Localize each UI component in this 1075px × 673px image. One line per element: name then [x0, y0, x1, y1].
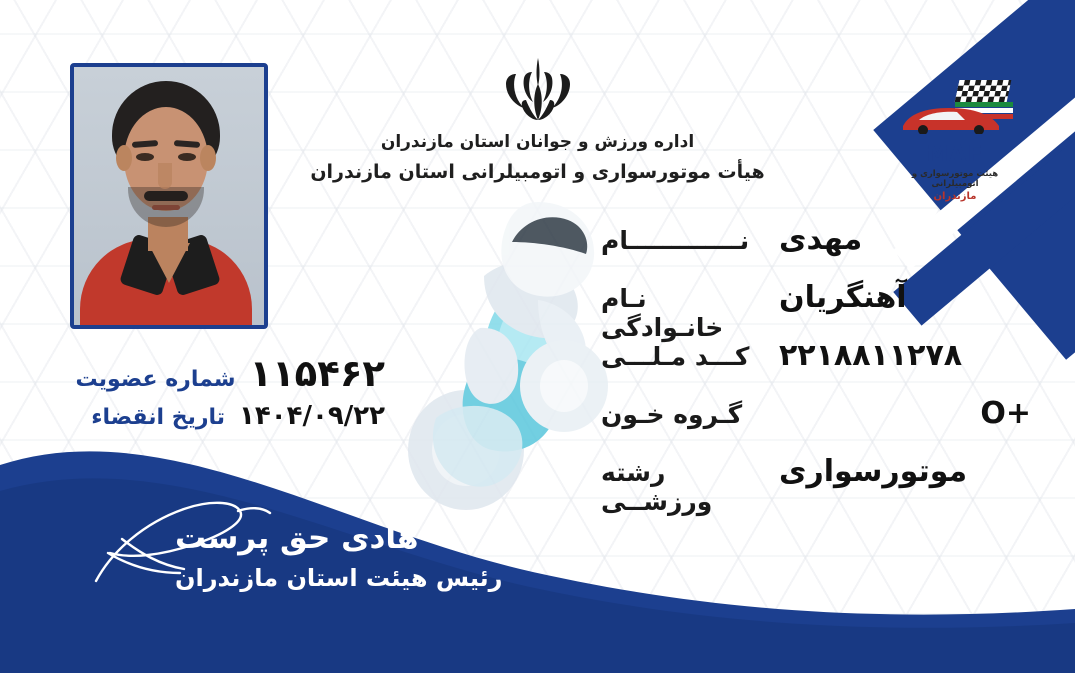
expiry-value: ۱۴۰۴/۰۹/۲۲	[239, 401, 385, 431]
value-national-id: ۲۲۱۸۸۱۱۲۷۸	[779, 338, 963, 373]
value-blood-type: O+	[980, 396, 1031, 431]
value-sport-field: موتورسواری	[779, 454, 968, 489]
org-line-1: اداره ورزش و جوانان استان مازندران	[380, 132, 695, 152]
info-row-blood-type	[601, 396, 1031, 440]
label-blood-type: گـروه خـون	[601, 400, 743, 429]
maf-logo	[891, 78, 1019, 210]
label-national-id: کـــد مـلـــی	[601, 342, 750, 371]
member-info-list	[601, 222, 1031, 516]
info-row-national-id	[601, 338, 1031, 382]
value-last-name: آهنگریان	[779, 280, 907, 315]
value-first-name: مهدی	[779, 222, 863, 257]
membership-number-value: ۱۱۵۴۶۲	[249, 352, 385, 395]
signatory-title: رئیس هیئت استان مازندران	[175, 564, 503, 592]
membership-number-label: شماره عضویت	[75, 367, 236, 392]
handwritten-signature	[88, 495, 298, 605]
info-row-first-name	[601, 222, 1031, 266]
info-row-sport-field	[601, 454, 1031, 516]
motorcycle-rider-graphic	[388, 150, 628, 550]
org-line-2: هیأت موتورسواری و اتومبیلرانی استان مازندران	[310, 161, 765, 183]
expiry-label: تاریخ انقضاء	[91, 405, 226, 430]
membership-number-row	[65, 352, 385, 395]
maf-subtitle-2: مازندران	[933, 191, 977, 202]
label-last-name: نـام خانـوادگی	[601, 284, 724, 342]
label-sport-field: رشته ورزشــی	[601, 458, 713, 516]
info-row-last-name	[601, 280, 1031, 342]
expiry-row	[65, 401, 385, 431]
label-first-name: نـــــــــــــام	[601, 226, 750, 255]
signatory-name: هادی حق پرست	[175, 520, 419, 556]
membership-block	[65, 352, 385, 437]
maf-title: MAF	[926, 142, 984, 167]
racing-car-checkered-flag-icon	[895, 78, 1015, 140]
maf-subtitle-1: هیئت موتورسواری و اتومبیلرانی	[911, 169, 999, 189]
